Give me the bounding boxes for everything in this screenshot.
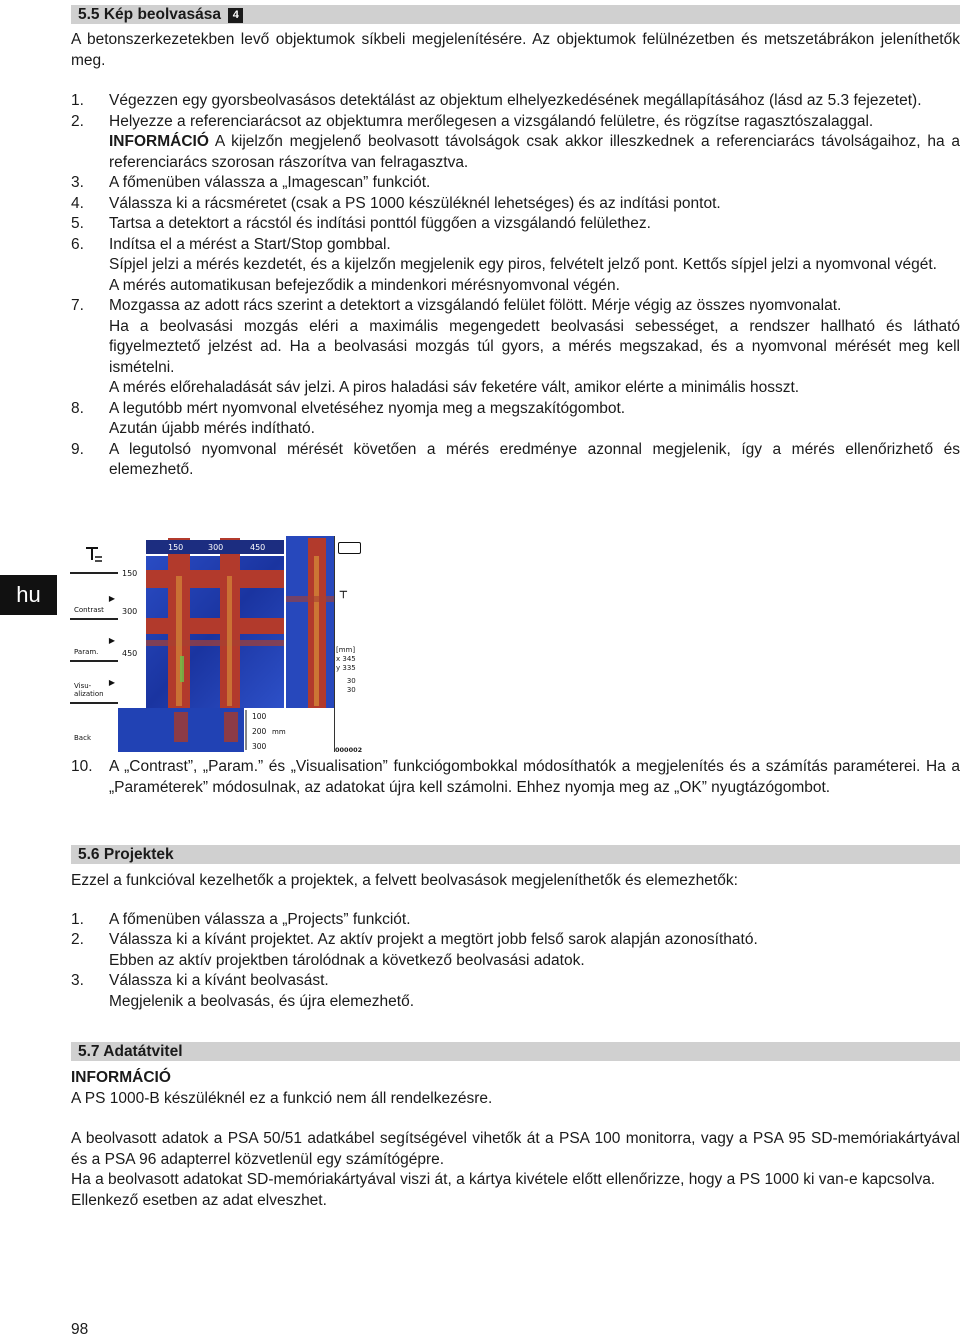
left-tick-label: 150 [122,569,138,578]
section-heading-5-7 [71,1042,960,1061]
section-5-7-body [71,1068,960,1211]
top-tick-label: 150 [168,543,184,552]
info-text: A kijelzőn megjelenő beolvasott távolságok csak akkor illeszkednek a referenciarács távolságaihoz, ha a referenciarács szorosan rászorítva van felragasztva. [109,133,960,171]
info-note [109,132,960,173]
device-screen-figure [70,536,362,752]
list-item: 2. Válassza ki a kívánt projektet. Az aktív projekt a megtört jobb felső sarok alapján azonosítható. [71,931,758,948]
list-item: 1. Végezzen egy gyorsbeolvasásos detektálást az objektum elhelyezkedésének megállapításához (lásd az 5.3 fejezetet). [71,92,922,109]
step-note: Azután újabb mérés indítható. [109,420,315,437]
arrow-right-icon: ▶ [108,636,115,645]
list-item: 10. A „Contrast”, „Param.” és „Visualisation” funkciógombokkal módosíthatók a megjelenítés és a számítás paraméterei. Ha a „Paraméterek” módosulnak, az adatokat újra kell számolni. Ehhez nyomja meg az „OK” nyugtázógombot. [71,758,960,796]
list-item: 6. Indítsa el a mérést a Start/Stop gombbal. [71,235,391,253]
list-item: 2. Helyezze a referenciarácsot az objektumra merőlegesen a vizsgálandó felületre, és rögzítse ragasztószalaggal. [71,112,874,130]
scan-image [118,536,362,752]
info-panel [334,536,363,752]
depth-tick-label: 300 [252,742,267,751]
scan-mode-icon: ⊤ [339,590,348,601]
step-note: A mérés automatikusan befejeződik a mindenkori mérésnyomvonal végén. [109,276,620,294]
info-label: INFORMÁCIÓ [71,1069,171,1086]
info-label: INFORMÁCIÓ [109,133,209,150]
step-note: Megjelenik a beolvasás, és újra elemezhető. [109,992,415,1010]
list-item: 7. Mozgassa az adott rács szerint a detektort a vizsgálandó felület fölött. Mérje végig az összes nyomvonalat. [71,297,842,314]
list-item: 9. A legutolsó nyomvonal mérését követően a mérés eredménye azonnal megjelenik, így a mérés ellenőrizhető és elemezhető. [71,440,960,478]
step-note: Ebben az aktív projektben tárolódnak a következő beolvasási adatok. [109,951,585,969]
list-item: 4. Válassza ki a rácsméretet (csak a PS 1000 készüléknél lehetséges) és az indítási pontot. [71,194,721,212]
info-text: A PS 1000-B készüléknél ez a funkció nem áll rendelkezésre. [71,1089,493,1107]
step-note: A mérés előrehaladását sáv jelzi. A piros haladási sáv feketére vált, amikor elérte a minimális hosszt. [109,379,800,396]
coordinates-readout: [mm] x 345 y 335 30 30 [336,646,356,694]
left-tick-label: 450 [122,649,138,658]
scan-mode-key[interactable] [70,536,118,574]
step-note: Sípjel jelzi a mérés kezdetét, és a kijelzőn megjelenik egy piros, felvételt jelző pont. Kettős sípjel jelzi a nyomvonal végét. [109,256,937,273]
language-tab: hu [0,575,57,615]
step-note: Ha a beolvasási mozgás eléri a maximális megengedett beolvasási sebességet, a rendszer hallható és látható figyelmeztető jelzést ad. Ha a beolvasási mozgás túl gyors, a mérés megszakad, és a nyomvonal mérését meg kell ismételni. [109,317,960,376]
section-5-5-body [71,30,960,481]
list-item: 3. A főmenüben válassza a „Imagescan” funkciót. [71,174,431,191]
intro-paragraph: Ezzel a funkcióval kezelhetők a projektek, a felvett beolvasások megjeleníthetők és elemezhetők: [71,872,738,889]
scan-counter: 000002 [335,746,363,754]
contrast-button[interactable]: Contrast ▶ [70,582,118,620]
intro-paragraph: A betonszerkezetekben levő objektumok síkbeli megjelenítésére. Az objektumok felülnézetben és metszetábrákon jeleníthetők meg. [71,31,960,69]
section-title: 5.5 Kép beolvasása [78,6,222,23]
depth-tick-label: 200 [252,727,267,736]
depth-unit: mm [272,728,286,736]
left-tick-label: 300 [122,607,138,616]
depth-tick-label: 100 [252,712,267,721]
paragraph: Ellenkező esetben az adat elveszhet. [71,1191,327,1209]
section-heading-5-6 [71,845,960,864]
device-softkey-column [70,536,118,752]
scan-mode-icon [70,536,118,574]
scan-view [118,536,358,752]
list-item: 3. Válassza ki a kívánt beolvasást. [71,972,329,989]
page-number: 98 [71,1321,89,1338]
list-item: 1. A főmenüben válassza a „Projects” funkciót. [71,910,411,928]
paragraph: A beolvasott adatok a PSA 50/51 adatkábel segítségével vihetők át a PSA 100 monitorra, vagy a PSA 95 SD-memóriakártyával és a PSA 96 adapterrel közvetlenül egy számítógépre. [71,1130,960,1168]
section-title: 5.6 Projektek [78,846,174,863]
back-button[interactable]: Back [74,734,91,742]
section-heading-5-5 [71,5,960,24]
battery-icon [338,542,361,554]
paragraph: Ha a beolvasott adatokat SD-memóriakártyával viszi át, a kártya kivétele előtt ellenőrizze, hogy a PS 1000 ki van-e kapcsolva. [71,1171,936,1188]
top-tick-label: 300 [208,543,224,552]
top-tick-label: 450 [250,543,266,552]
arrow-right-icon: ▶ [108,594,115,603]
section-5-6-body [71,871,960,1012]
list-item: 8. A legutóbb mért nyomvonal elvetéséhez nyomja meg a megszakítógombot. [71,399,626,417]
visualization-button[interactable]: Visu- alization ▶ [70,666,118,704]
arrow-right-icon: ▶ [108,678,115,687]
list-item: 5. Tartsa a detektort a rácstól és indítási ponttól függően a vizsgálandó felülethez. [71,215,651,232]
step-10-block [71,757,960,798]
section-title: 5.7 Adatátvitel [78,1043,183,1060]
figure-reference-badge: 4 [228,8,243,23]
param-button[interactable]: Param. ▶ [70,624,118,662]
